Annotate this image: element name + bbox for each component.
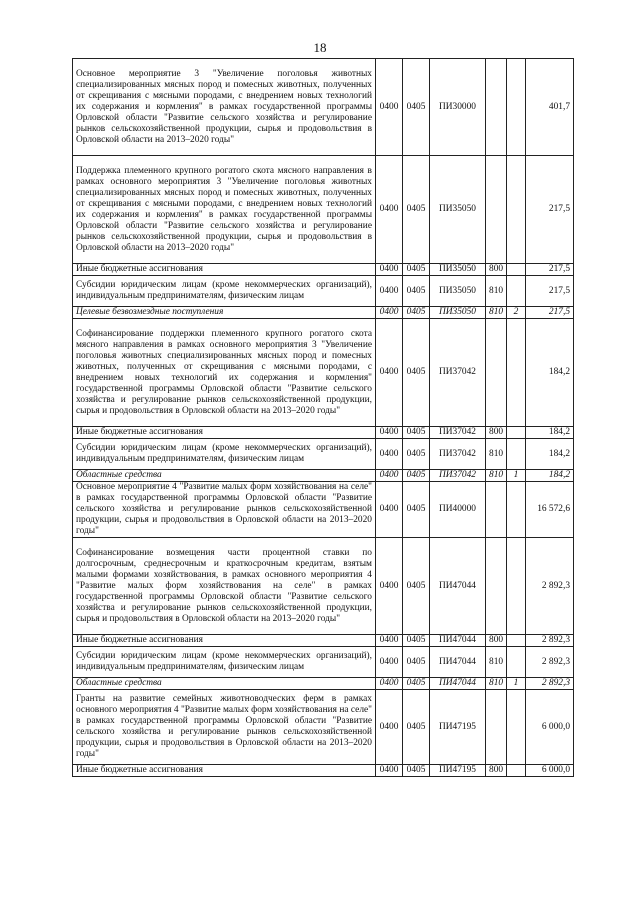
row-description: Субсидии юридическим лицам (кроме некоммерческих организаций), индивидуальным предпринимателям, физическим лицам [73,439,376,470]
section-code: 0400 [376,307,403,319]
funding-source-code: 1 [507,470,526,482]
funding-source-code [507,690,526,765]
funding-source-code [507,482,526,538]
target-article-code: ПИ37042 [430,319,486,427]
subsection-code: 0405 [403,678,430,690]
expense-type-code: 810 [486,647,507,678]
target-article-code: ПИ47044 [430,678,486,690]
section-code: 0400 [376,264,403,276]
row-description: Иные бюджетные ассигнования [73,765,376,777]
subsection-code: 0405 [403,427,430,439]
target-article-code: ПИ40000 [430,482,486,538]
expense-type-code [486,690,507,765]
row-description: Иные бюджетные ассигнования [73,427,376,439]
amount: 401,7 [526,59,574,156]
target-article-code: ПИ47195 [430,765,486,777]
subsection-code: 0405 [403,276,430,307]
table-row [73,276,574,307]
expense-type-code [486,59,507,156]
section-code: 0400 [376,635,403,647]
target-article-code: ПИ35050 [430,264,486,276]
section-code: 0400 [376,678,403,690]
subsection-code: 0405 [403,59,430,156]
row-description: Софинансирование поддержки племенного крупного рогатого скота мясного направления в рамках основного мероприятия 3 "Увеличение поголовья животных специализированных мясных пород и помесных животных, полученных от скрещивания с мясными породами, с внедрением новых технологий их содержания и кормления" государственной программы Орловской области "Развитие сельского хозяйства и регулирование рынков сельскохозяйственной продукции, сырья и продовольствия в Орловской области на 2013–2020 годы" [73,319,376,427]
section-code: 0400 [376,538,403,635]
expense-type-code: 810 [486,276,507,307]
expense-type-code [486,482,507,538]
table-row [73,482,574,538]
amount: 6 000,0 [526,765,574,777]
amount: 217,5 [526,307,574,319]
funding-source-code [507,156,526,264]
funding-source-code [507,765,526,777]
page-number: 18 [313,40,327,55]
section-code: 0400 [376,59,403,156]
section-code: 0400 [376,482,403,538]
funding-source-code: 1 [507,678,526,690]
amount: 6 000,0 [526,690,574,765]
section-code: 0400 [376,156,403,264]
section-code: 0400 [376,470,403,482]
funding-source-code [507,264,526,276]
expense-type-code: 810 [486,307,507,319]
table-row [73,538,574,635]
funding-source-code [507,427,526,439]
table-row [73,647,574,678]
subsection-code: 0405 [403,765,430,777]
table-row [73,635,574,647]
table-row [73,765,574,777]
target-article-code: ПИ47195 [430,690,486,765]
row-description: Основное мероприятие 4 "Развитие малых форм хозяйствования на селе" в рамках государственной программы Орловской области "Развитие сельского хозяйства и регулирование рынков сельскохозяйственной продукции, сырья и продовольствия в Орловской области на 2013–2020 годы" [73,482,376,538]
row-description: Гранты на развитие семейных животноводческих ферм в рамках основного мероприятия 4 "Развитие малых форм хозяйствования на селе" в рамках государственной программы Орловской области "Развитие сельского хозяйства и регулирование рынков сельскохозяйственной продукции, сырья и продовольствия в Орловской области на 2013–2020 годы" [73,690,376,765]
row-description: Основное мероприятие 3 "Увеличение поголовья животных специализированных мясных пород и помесных животных, полученных от скрещивания с мясными породами, с внедрением новых технологий их содержания и кормления" в рамках государственной программы Орловской области "Развитие сельского хозяйства и регулирование рынков сельскохозяйственной продукции, сырья и продовольствия в Орловской области на 2013–2020 годы" [73,59,376,156]
subsection-code: 0405 [403,439,430,470]
funding-source-code [507,59,526,156]
row-description: Софинансирование возмещения части процентной ставки по долгосрочным, среднесрочным и краткосрочным кредитам, взятым малыми формами хозяйствования, в рамках основного мероприятия 4 "Развитие малых форм хозяйствования на селе" в рамках государственной программы Орловской области "Развитие сельского хозяйства и регулирование рынков сельскохозяйственной продукции, сырья и продовольствия в Орловской области на 2013–2020 годы" [73,538,376,635]
subsection-code: 0405 [403,635,430,647]
section-code: 0400 [376,276,403,307]
subsection-code: 0405 [403,307,430,319]
expense-type-code [486,538,507,635]
expense-type-code: 810 [486,470,507,482]
subsection-code: 0405 [403,156,430,264]
expense-type-code: 810 [486,678,507,690]
funding-source-code [507,439,526,470]
subsection-code: 0405 [403,470,430,482]
expense-type-code: 800 [486,765,507,777]
amount: 217,5 [526,156,574,264]
table-row [73,307,574,319]
target-article-code: ПИ37042 [430,439,486,470]
target-article-code: ПИ37042 [430,427,486,439]
row-description: Иные бюджетные ассигнования [73,264,376,276]
expense-type-code: 810 [486,439,507,470]
subsection-code: 0405 [403,647,430,678]
section-code: 0400 [376,690,403,765]
table-row [73,439,574,470]
expense-type-code: 800 [486,264,507,276]
amount: 2 892,3 [526,647,574,678]
target-article-code: ПИ47044 [430,538,486,635]
section-code: 0400 [376,439,403,470]
funding-source-code [507,276,526,307]
funding-source-code [507,319,526,427]
table-row [73,470,574,482]
amount: 16 572,6 [526,482,574,538]
expense-type-code: 800 [486,427,507,439]
row-description: Областные средства [73,678,376,690]
expense-type-code [486,156,507,264]
subsection-code: 0405 [403,690,430,765]
target-article-code: ПИ37042 [430,470,486,482]
amount: 184,2 [526,470,574,482]
target-article-code: ПИ47044 [430,635,486,647]
row-description: Субсидии юридическим лицам (кроме некоммерческих организаций), индивидуальным предпринимателям, физическим лицам [73,276,376,307]
section-code: 0400 [376,765,403,777]
target-article-code: ПИ35050 [430,307,486,319]
row-description: Поддержка племенного крупного рогатого скота мясного направления в рамках основного мероприятия 3 "Увеличение поголовья животных специализированных мясных пород и помесных животных, полученных от скрещивания с мясными породами, с внедрением новых технологий их содержания и кормления" в рамках государственной программы Орловской области "Развитие сельского хозяйства и регулирование рынков сельскохозяйственной продукции, сырья и продовольствия в Орловской области на 2013–2020 годы" [73,156,376,264]
subsection-code: 0405 [403,538,430,635]
table-row [73,59,574,156]
expense-type-code: 800 [486,635,507,647]
amount: 184,2 [526,439,574,470]
amount: 2 892,3 [526,635,574,647]
amount: 184,2 [526,319,574,427]
expense-type-code [486,319,507,427]
table-row [73,427,574,439]
subsection-code: 0405 [403,264,430,276]
funding-source-code: 2 [507,307,526,319]
funding-source-code [507,635,526,647]
amount: 217,5 [526,276,574,307]
table-row [73,319,574,427]
budget-table [72,58,574,777]
table-row [73,264,574,276]
amount: 184,2 [526,427,574,439]
amount: 217,5 [526,264,574,276]
amount: 2 892,3 [526,538,574,635]
target-article-code: ПИ47044 [430,647,486,678]
subsection-code: 0405 [403,482,430,538]
row-description: Целевые безвозмездные поступления [73,307,376,319]
funding-source-code [507,538,526,635]
table-row [73,690,574,765]
section-code: 0400 [376,319,403,427]
section-code: 0400 [376,427,403,439]
subsection-code: 0405 [403,319,430,427]
section-code: 0400 [376,647,403,678]
table-row [73,156,574,264]
target-article-code: ПИ35050 [430,156,486,264]
target-article-code: ПИ35050 [430,276,486,307]
row-description: Областные средства [73,470,376,482]
target-article-code: ПИ30000 [430,59,486,156]
row-description: Иные бюджетные ассигнования [73,635,376,647]
amount: 2 892,3 [526,678,574,690]
funding-source-code [507,647,526,678]
table-row [73,678,574,690]
row-description: Субсидии юридическим лицам (кроме некоммерческих организаций), индивидуальным предпринимателям, физическим лицам [73,647,376,678]
